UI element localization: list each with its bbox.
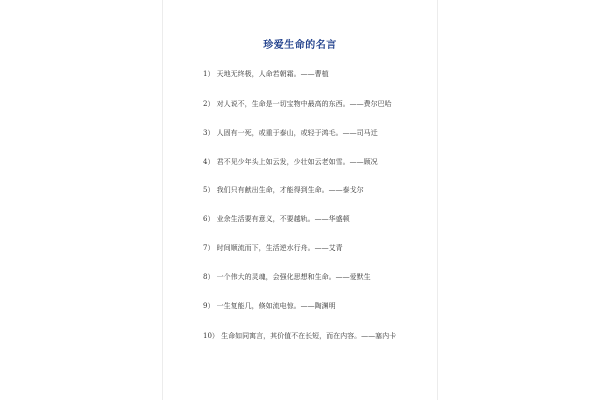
quote-item: 2） 对人说不，生命是一切宝物中最高的东西。——费尔巴哈	[203, 100, 392, 108]
document-title: 珍爱生命的名言	[263, 40, 337, 51]
quote-item: 4） 君不见少年头上如云发，少壮如云老如雪。——顾况	[203, 158, 378, 166]
quote-item: 5） 我们只有献出生命，才能得到生命。——泰戈尔	[203, 186, 364, 194]
quote-item: 9） 一生复能几，倏如流电惊。——陶渊明	[203, 302, 336, 310]
quote-item: 6） 业余生活要有意义，不要越轨。——华盛顿	[203, 215, 350, 223]
quote-item: 8） 一个伟大的灵魂，会强化思想和生命。——爱默生	[203, 273, 371, 281]
quote-item: 1） 天地无终极，人命若朝霜。——曹植	[203, 70, 329, 78]
quote-item: 10） 生命如同寓言，其价值不在长短，而在内容。——塞内卡	[203, 332, 397, 340]
quote-item: 7） 时间顺流而下，生活逆水行舟。——艾青	[203, 244, 343, 252]
document-page	[162, 0, 438, 400]
quote-item: 3） 人固有一死，或重于泰山，或轻于鸿毛。——司马迁	[203, 129, 378, 137]
